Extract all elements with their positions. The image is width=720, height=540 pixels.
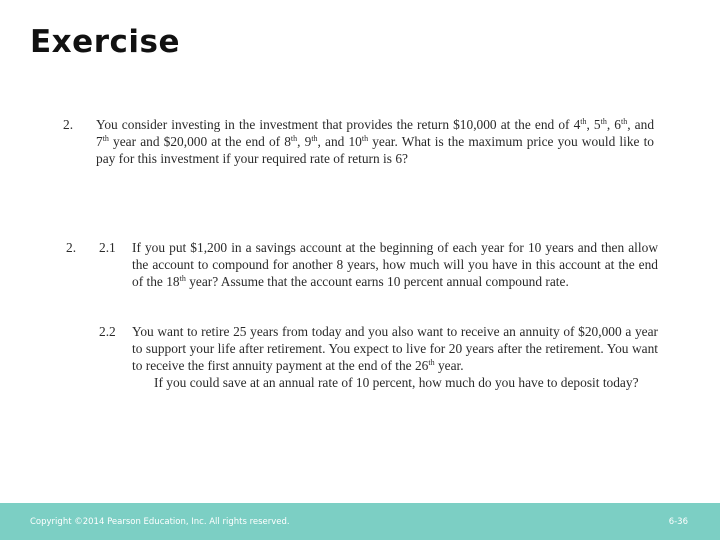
problem-2-1-number: 2.1	[99, 240, 116, 255]
slide-title: Exercise	[30, 24, 180, 60]
problem-1-text	[96, 116, 654, 167]
problem-1-text-part: , and 7	[96, 117, 655, 149]
problem-2-2-text	[132, 323, 658, 391]
problem-1-text-part: , and 10	[317, 134, 362, 149]
problem-2-1-text-part: year? Assume that the account earns 10 percent annual compound rate.	[185, 274, 569, 289]
problem-1-text-part: , 9	[297, 134, 312, 149]
problem-2-number: 2.	[66, 240, 77, 255]
page-number: 6-36	[668, 517, 688, 527]
problem-2-1-text	[132, 239, 658, 290]
superscript: th	[102, 134, 109, 143]
copyright-text: Copyright ©2014 Pearson Education, Inc. All rights reserved.	[30, 517, 290, 527]
problem-2-1-text-part: If you put $1,200 in a savings account at the beginning of each year for 10 years and then allow the account to compound for another 8 years, how much will you have in this account at the end of the 18	[132, 240, 658, 289]
problem-2-2-text-part: You want to retire 25 years from today and you also want to receive an annuity of $20,000 a year to support your life after retirement. You expect to live for 20 years after the retirement. You want to receive the first annuity payment at the end of the 26	[132, 324, 658, 373]
superscript: th	[290, 134, 298, 143]
superscript: th	[179, 274, 186, 283]
superscript: th	[580, 117, 587, 126]
superscript: th	[311, 134, 318, 143]
superscript: th	[361, 134, 369, 143]
problem-1-number: 2.	[63, 117, 74, 132]
problem-1-text-part: year and $20,000 at the end of 8	[108, 134, 291, 149]
problem-2-2-number: 2.2	[99, 324, 116, 339]
superscript: th	[428, 358, 435, 367]
problem-1-text-part: You consider investing in the investment that provides the return $10,000 at the end of 4	[96, 117, 581, 132]
problem-1-text-part: , 5	[586, 117, 601, 132]
footer-bar	[0, 503, 720, 540]
superscript: th	[600, 117, 607, 126]
problem-1-text-part: year. What is the maximum price you would like to pay for this investment if your required rate of return is 6?	[96, 134, 654, 166]
superscript: th	[621, 117, 628, 126]
problem-2-2-text-part: If you could save at an annual rate of 10 percent, how much do you have to deposit today?	[154, 375, 639, 390]
problem-2-2-text-part: year.	[434, 358, 464, 373]
problem-1-text-part: , 6	[606, 117, 622, 132]
